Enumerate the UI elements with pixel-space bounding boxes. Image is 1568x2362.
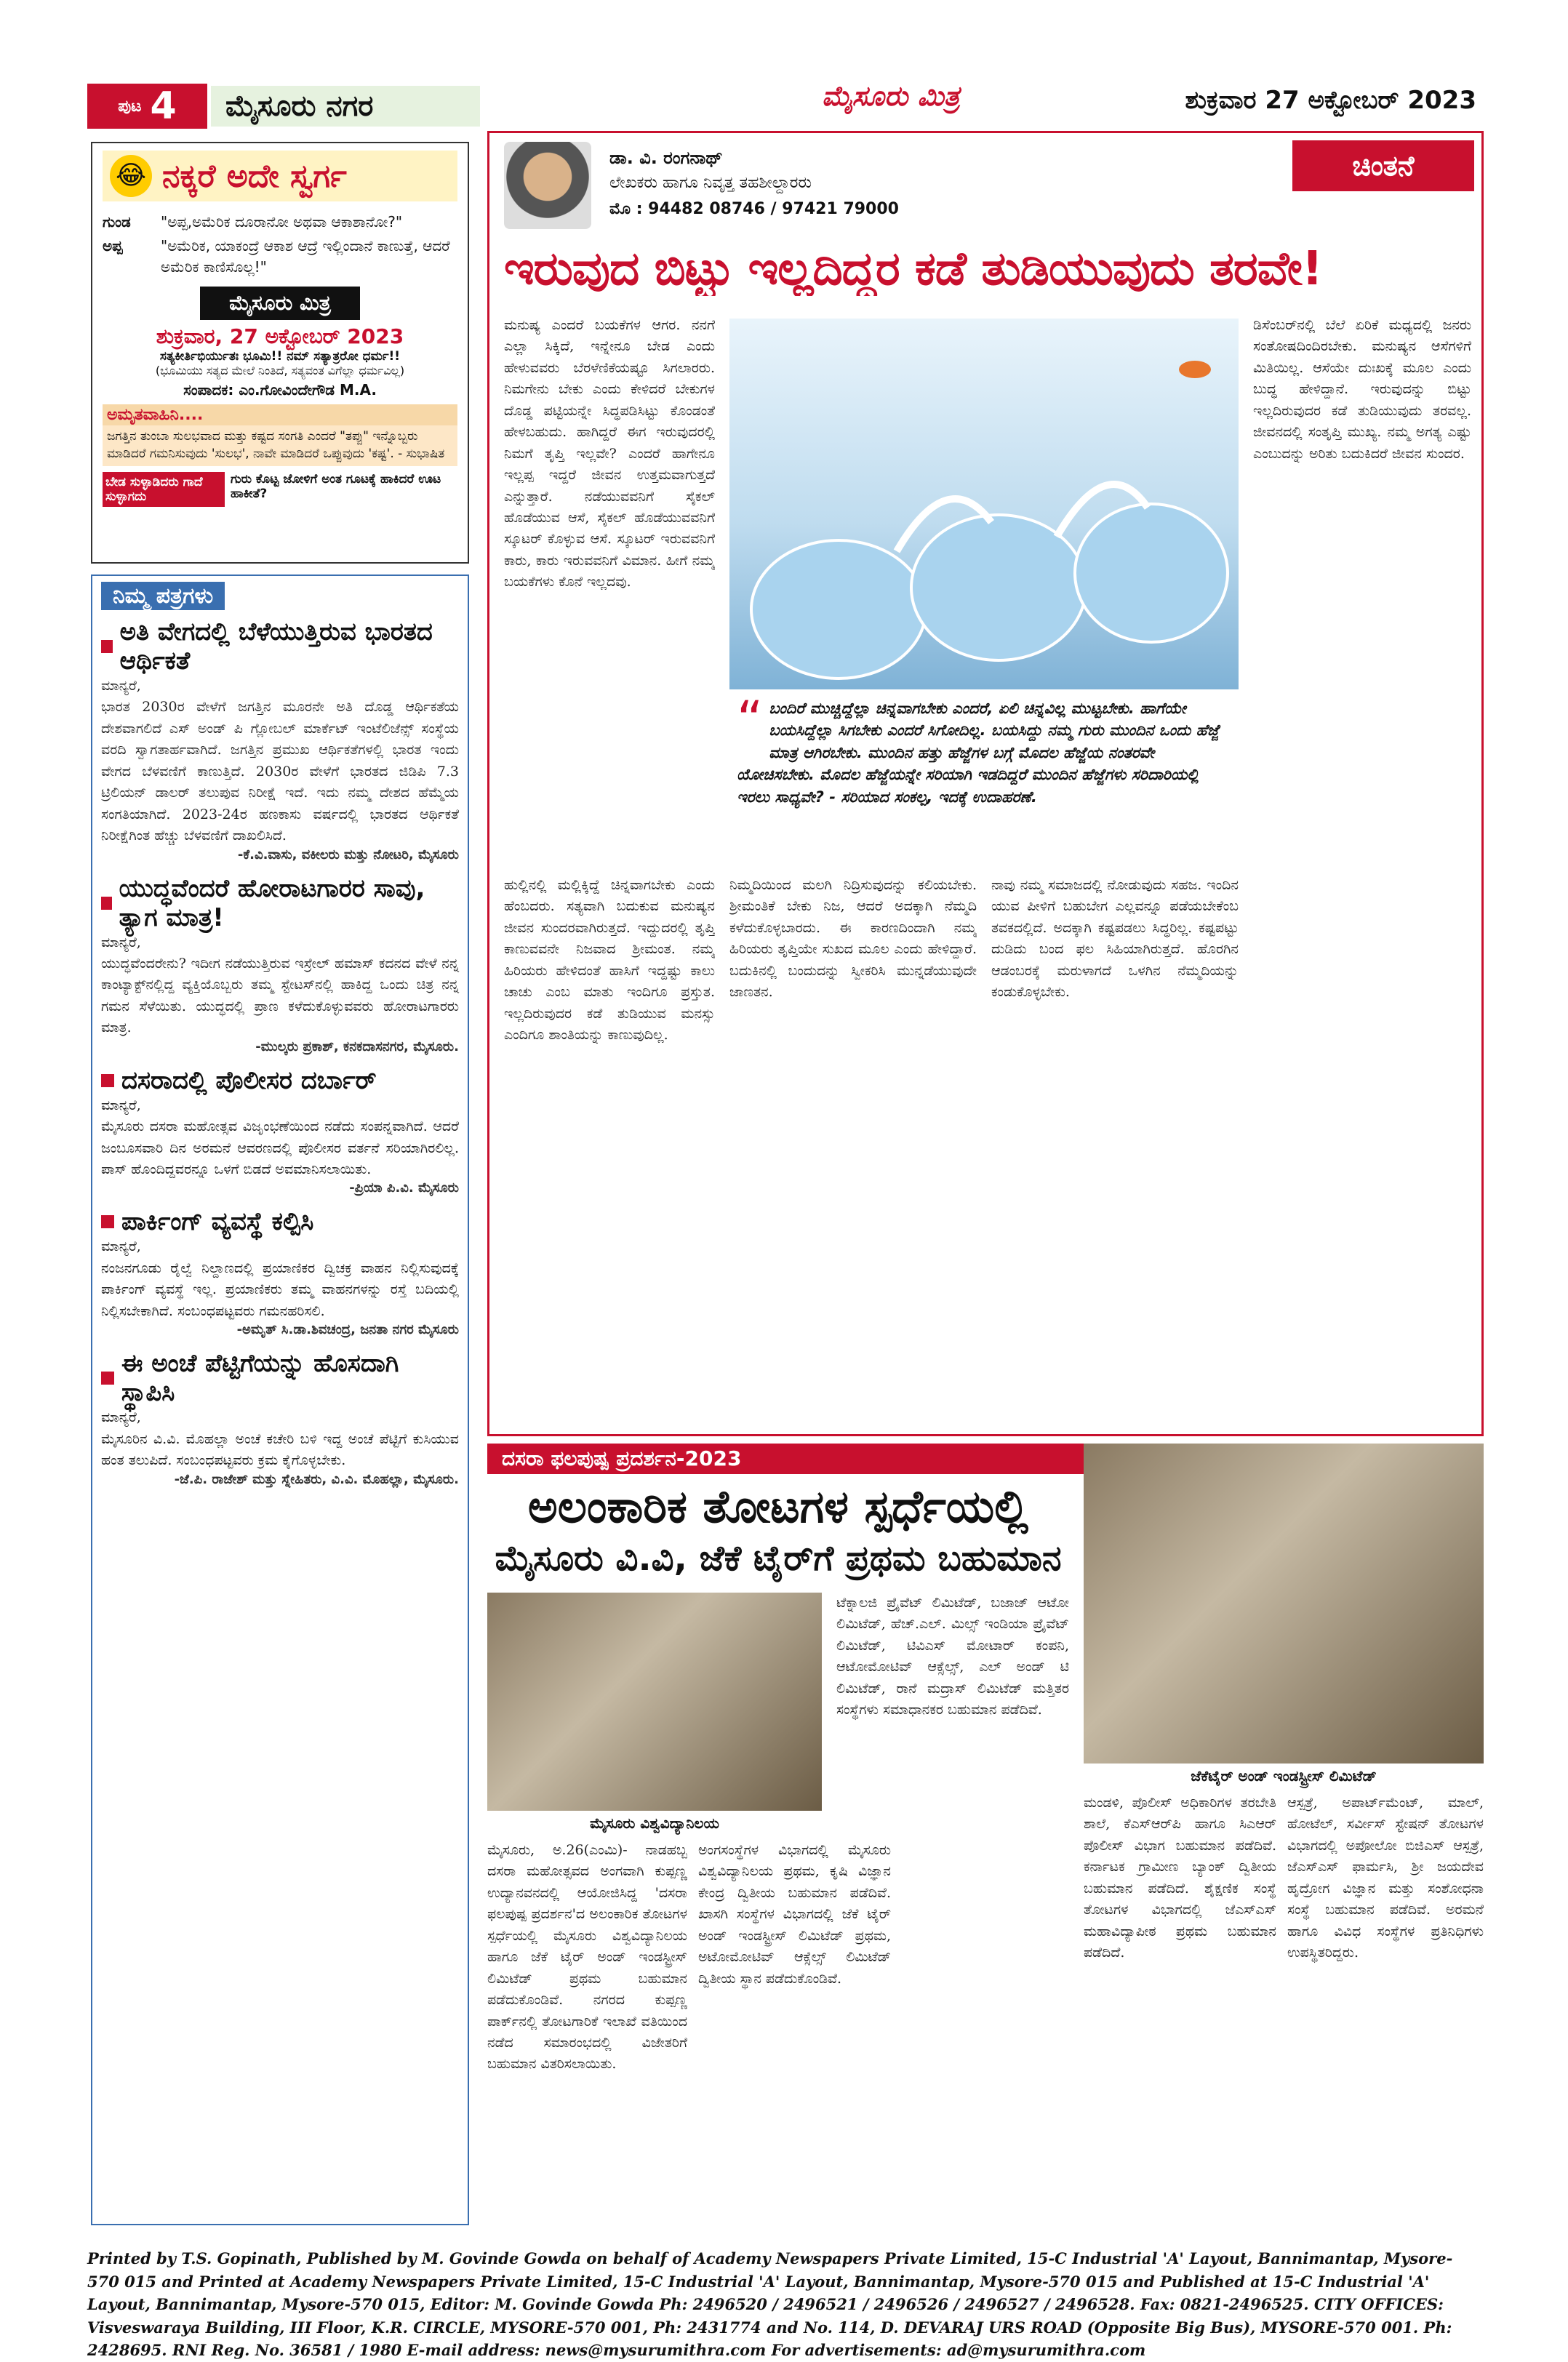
letter-headline [101, 1207, 459, 1236]
letter-body: ನಂಜನಗೂಡು ರೈಲ್ವೆ ನಿಲ್ದಾಣದಲ್ಲಿ ಪ್ರಯಾಣಿಕರ ದ್ವಿಚಕ್ರ ವಾಹನ ನಿಲ್ಲಿಸುವುದಕ್ಕೆ ಪಾರ್ಕಿಂಗ್ ವ್ಯವಸ್ಥೆ ಇಲ್ಲ. ಪ್ರಯಾಣಿಕರು ತಮ್ಮ ವಾಹನಗಳನ್ನು ರಸ್ತೆ ಬದಿಯಲ್ಲಿ ನಿಲ್ಲಿಸಬೇಕಾಗಿದೆ. ಸಂಬಂಧಪಟ್ಟವರು ಗಮನಹರಿಸಲಿ. [101, 1260, 459, 1319]
letter-item [101, 617, 459, 862]
amrutha-title: ಅಮೃತವಾಹಿನಿ.... [103, 404, 457, 425]
author-name: ಡಾ. ವಿ. ರಂಗನಾಥ್ [609, 148, 723, 168]
joke-logo: ಮೈಸೂರು ಮಿತ್ರ [200, 287, 360, 320]
proverb-label: ಬೇಡ ಸುಳ್ಳಾಡಿದರು ಗಾದೆ ಸುಳ್ಳಾಗದು [103, 472, 225, 507]
letter-signature: -ಅಮೃತ್ ಸಿ.ಡಾ.ಶಿವಚಂದ್ರ, ಜನತಾ ನಗರ ಮೈಸೂರು [236, 1322, 459, 1338]
fishbowl-image [729, 319, 1239, 689]
editor-line [103, 381, 457, 399]
photo-caption-1: ಮೈಸೂರು ವಿಶ್ವವಿದ್ಯಾನಿಲಯ [590, 1814, 719, 1832]
chintane-headline: ಇರುವುದ ಬಿಟ್ಟು ಇಲ್ಲದಿದ್ದರ ಕಡೆ ತುಡಿಯುವುದು ತರವೇ! [504, 242, 1323, 296]
letter-salutation: ಮಾನ್ಯರೆ, [101, 678, 141, 694]
quote-text: ಬಂದಿರೆ ಮುಚ್ಚಿದ್ದೆಲ್ಲಾ ಚಿನ್ನವಾಗಬೇಕು ಎಂದರೆ, ಏಲಿ ಚಿನ್ನವಿಲ್ಲ ಮುಟ್ಟಬೇಕು. ಹಾಗೆಯೇ ಬಯಸಿದ್ದೆಲ್ಲಾ ಸಿಗಬೇಕು ಎಂದರೆ ಸಿಗೋದಿಲ್ಲ. ಬಯಸಿದ್ದು ನಮ್ಮ ಗುರು ಮುಂದಿನ ಒಂದು ಹೆಜ್ಜೆ ಮಾತ್ರ ಆಗಿರಬೇಕು. ಮುಂದಿನ ಹತ್ತು ಹೆಜ್ಜೆಗಳ ಬಗ್ಗೆ ಮೊದಲ ಹೆಜ್ಜೆಯ ನಂತರವೇ ಯೋಚಿಸಬೇಕು. ಮೊದಲ ಹೆಜ್ಜೆಯನ್ನೇ ಸರಿಯಾಗಿ ಇಡದಿದ್ದರೆ ಮುಂದಿನ ಹೆಜ್ಜೆಗಳು ಸರಿದಾರಿಯಲ್ಲಿ ಇರಲು ಸಾಧ್ಯವೇ? - ಸರಿಯಾದ ಸಂಕಲ್ಪ, ಇದಕ್ಕೆ ಉದಾಹರಣೆ. [737, 700, 1220, 806]
joke-date: ಶುಕ್ರವಾರ, 27 ಅಕ್ಟೋಬರ್ 2023 [156, 324, 404, 348]
letter-signature: -ಪ್ರಿಯಾ ಪಿ.ವಿ. ಮೈಸೂರು [349, 1180, 459, 1196]
quote-box [729, 690, 1239, 860]
letter-item [101, 1207, 459, 1337]
bullet-square-icon [101, 897, 112, 910]
section-title: ಮೈಸೂರು ನಗರ [211, 86, 480, 127]
letters-title: ನಿಮ್ಮ ಪತ್ರಗಳು [101, 582, 225, 610]
letter-item [101, 1066, 459, 1196]
letter-headline [101, 617, 459, 676]
author-photo [504, 142, 591, 229]
letter-headline-text: ಅತಿ ವೇಗದಲ್ಲಿ ಬೆಳೆಯುತ್ತಿರುವ ಭಾರತದ ಆರ್ಥಿಕತೆ [119, 617, 433, 676]
author-role: ಲೇಖಕರು ಹಾಗೂ ನಿವೃತ್ತ ತಹಶೀಲ್ದಾರರು [609, 174, 812, 192]
letter-signature: -ಮುಲ್ಕರು ಪ್ರಕಾಶ್, ಕನಕದಾಸನಗರ, ಮೈಸೂರು. [255, 1038, 459, 1054]
page-number: 4 [150, 84, 177, 128]
joke-text-1: "ಅಪ್ಪ,ಅಮೆರಿಕ ದೂರಾನೋ ಅಥವಾ ಆಕಾಶಾನೋ?" [161, 213, 403, 231]
proverb-text: ಗುರು ಕೊಟ್ಟ ಜೋಳಿಗೆ ಅಂತ ಗೂಟಕ್ಕೆ ಹಾಕಿದರೆ ಊಟ ಹಾಕೀತೆ? [231, 471, 441, 501]
letter-headline [101, 874, 459, 932]
joke-line-1 [103, 212, 457, 233]
chintane-body-col2: ನಿಮ್ಮದಿಯಿಂದ ಮಲಗಿ ನಿದ್ರಿಸುವುದನ್ನು ಕಲಿಯಬೇಕು. ಶ್ರೀಮಂತಿಕೆ ಬೇಕು ನಿಜ, ಆದರೆ ಅದಕ್ಕಾಗಿ ನೆಮ್ಮದಿ ಕಳೆದುಕೊಳ್ಳಬಾರದು. ಈ ಕಾರಣದಿಂದಾಗಿ ನಮ್ಮ ಹಿರಿಯರು ತೃಪ್ತಿಯೇ ಸುಖದ ಮೂಲ ಎಂದು ಹೇಳಿದ್ದಾರೆ. ಬದುಕಿನಲ್ಲಿ ಬಂದುದನ್ನು ಸ್ವೀಕರಿಸಿ ಮುನ್ನಡೆಯುವುದೇ ಜಾಣತನ. [729, 877, 977, 1001]
letter-salutation: ಮಾನ್ಯರೆ, [101, 1238, 141, 1255]
bullet-square-icon [101, 1215, 114, 1228]
masthead-logo: ಮೈಸೂರು ಮಿತ್ರ [822, 80, 960, 112]
dasara-article [487, 1444, 1484, 2236]
bullet-square-icon [101, 1372, 114, 1385]
tagline-1: ಸತ್ಯಕೀರ್ತಿಭಿರ್ಯುತಃ ಭೂಮಿ!! ನಮ್ ಸತ್ಯಾತ್ರರೋ ಧರ್ಮ!! [159, 349, 401, 364]
dasara-headline-1: ಅಲಂಕಾರಿಕ ತೋಟಗಳ ಸ್ಪರ್ಧೆಯಲ್ಲಿ [527, 1480, 1029, 1533]
letter-salutation: ಮಾನ್ಯರೆ, [101, 1409, 141, 1426]
letter-headline [101, 1349, 459, 1407]
chintane-body-col1b: ಹುಲ್ಲಿನಲ್ಲಿ ಮಲ್ಲಿಕ್ಕಿದ್ದೆ ಚಿನ್ನವಾಗಬೇಕು ಎಂದು ಹೆಂಬದರು. ಸತ್ಯವಾಗಿ ಬದುಕುವ ಮನುಷ್ಯನ ಜೀವನ ಸುಂದರವಾಗಿರುತ್ತದೆ. ಇದ್ದುದರಲ್ಲಿ ತೃಪ್ತಿ ಕಾಣುವವನೇ ನಿಜವಾದ ಶ್ರೀಮಂತ. ನಮ್ಮ ಹಿರಿಯರು ಹೇಳಿದಂತೆ ಹಾಸಿಗೆ ಇದ್ದಷ್ಟು ಕಾಲು ಚಾಚು ಎಂಬ ಮಾತು ಇಂದಿಗೂ ಪ್ರಸ್ತುತ. ಇಲ್ಲದಿರುವುದರ ಕಡೆ ತುಡಿಯುವ ಮನಸ್ಸು ಎಂದಿಗೂ ಶಾಂತಿಯನ್ನು ಕಾಣುವುದಿಲ್ಲ. [504, 877, 715, 1044]
letter-body: ಭಾರತ 2030ರ ವೇಳೆಗೆ ಜಗತ್ತಿನ ಮೂರನೇ ಅತಿ ದೊಡ್ಡ ಆರ್ಥಿಕತೆಯ ದೇಶವಾಗಲಿದೆ ಎಸ್ ಅಂಡ್ ಪಿ ಗ್ಲೋಬಲ್ ಮಾರ್ಕೆಟ್ ಇಂಟೆಲಿಜೆನ್ಸ್ ಸಂಸ್ಥೆಯ ವರದಿ ಸ್ವಾಗತಾರ್ಹವಾಗಿದೆ. ಜಗತ್ತಿನ ಪ್ರಮುಖ ಆರ್ಥಿಕತೆಗಳಲ್ಲಿ ಭಾರತ ಇಂದು ವೇಗದ ಬೆಳವಣಿಗೆ ಕಾಣುತ್ತಿದೆ. 2030ರ ವೇಳೆಗೆ ಭಾರತದ ಜಿಡಿಪಿ 7.3 ಟ್ರಿಲಿಯನ್ ಡಾಲರ್ ತಲುಪುವ ನಿರೀಕ್ಷೆ ಇದೆ. ಇದು ನಮ್ಮ ದೇಶದ ಹೆಮ್ಮೆಯ ಸಂಗತಿಯಾಗಿದೆ. 2023-24ರ ಹಣಕಾಸು ವರ್ಷದಲ್ಲಿ ಭಾರತದ ಆರ್ಥಿಕತೆ ನಿರೀಕ್ಷೆಗಿಂತ ಹೆಚ್ಚು ಬೆಳವಣಿಗೆ ದಾಖಲಿಸಿದೆ. [101, 699, 459, 844]
joke-header [103, 151, 457, 201]
letter-item [101, 1349, 459, 1486]
tagline-2: (ಭೂಮಿಯು ಸತ್ಯದ ಮೇಲೆ ನಿಂತಿದೆ, ಸತ್ಯವಂತ ವಿಗೆಲ್ಲಾ ಧರ್ಮವಿಲ್ಲ) [155, 364, 405, 377]
imprint-footer: Printed by T.S. Gopinath, Published by M. Govinde Gowda on behalf of Academy Newspapers Private Limited, 15-C Industrial 'A' Layout, Bannimantap, Mysore-570 015 and Printed at Academy Newspapers Private Limited, 15-C Industrial 'A' Layout, Bannimantap, Mysore-570 015 and Published at 15-C Industrial 'A' Layout, Bannimantap, Mysore-570 015, Editor: M. Govinde Gowda Ph: 2496520 / 2496521 / 2496526 / 2496527 / 2496528. Fax: 0821-2496525. CITY OFFICES: Visveswaraya Building, III Floor, K.R. CIRCLE, MYSORE-570 001, Ph: 2431774 and No. 114, D. DEVARAJ URS ROAD (Opposite Big Bus), MYSORE-570 001. Ph: 2428695. RNI Reg. No. 36581 / 1980 E-mail address: news@mysurumithra.com For advertisements: ad@mysurumithra.com [87, 2249, 1453, 2359]
issue-date: ಶುಕ್ರವಾರ 27 ಅಕ್ಟೋಬರ್ 2023 [1185, 86, 1476, 115]
dasara-col1: ಮೈಸೂರು, ಅ.26(ಎಂಮಿ)- ನಾಡಹಬ್ಬ ದಸರಾ ಮಹೋತ್ಸವದ ಅಂಗವಾಗಿ ಕುಪ್ಪಣ್ಣ ಉದ್ಯಾನವನದಲ್ಲಿ ಆಯೋಜಿಸಿದ್ದ 'ದಸರಾ ಫಲಪುಷ್ಪ ಪ್ರದರ್ಶನ'ದ ಅಲಂಕಾರಿಕ ತೋಟಗಳ ಸ್ಪರ್ಧೆಯಲ್ಲಿ ಮೈಸೂರು ವಿಶ್ವವಿದ್ಯಾನಿಲಯ ಹಾಗೂ ಜೆಕೆ ಟೈರ್ ಅಂಡ್ ಇಂಡಸ್ಟ್ರೀಸ್ ಲಿಮಿಟೆಡ್ ಪ್ರಥಮ ಬಹುಮಾನ ಪಡೆದುಕೊಂಡಿವೆ. ನಗರದ ಕುಪ್ಪಣ್ಣ ಪಾರ್ಕ್‌ನಲ್ಲಿ ತೋಟಗಾರಿಕೆ ಇಲಾಖೆ ವತಿಯಿಂದ ನಡೆದ ಸಮಾರಂಭದಲ್ಲಿ ವಿಜೇತರಿಗೆ ಬಹುಮಾನ ವಿತರಿಸಲಾಯಿತು. [487, 1842, 687, 2073]
letter-headline-text: ಯುದ್ಧವೆಂದರೆ ಹೋರಾಟಗಾರರ ಸಾವು, ತ್ಯಾಗ ಮಾತ್ರ! [119, 873, 425, 932]
dasara-col5: ಆಸ್ಪತ್ರೆ, ಅಪಾರ್ಟ್‌ಮೆಂಟ್, ಮಾಲ್, ಹೋಟೆಲ್, ಸರ್ವೀಸ್ ಸ್ಟೇಷನ್ ತೋಟಗಳ ವಿಭಾಗದಲ್ಲಿ ಅಪೋಲೋ ಬಿಜಿಎಸ್ ಆಸ್ಪತ್ರೆ, ಜೆಎಸ್‌ಎಸ್ ಫಾರ್ಮಸಿ, ಶ್ರೀ ಜಯದೇವ ಹೃದ್ರೋಗ ವಿಜ್ಞಾನ ಮತ್ತು ಸಂಶೋಧನಾ ಸಂಸ್ಥೆ ಬಹುಮಾನ ಪಡೆದಿವೆ. ಅರಮನೆ ಹಾಗೂ ವಿವಿಧ ಸಂಸ್ಥೆಗಳ ಪ್ರತಿನಿಧಿಗಳು ಉಪಸ್ಥಿತರಿದ್ದರು. [1287, 1795, 1484, 1961]
author-phone: ಮೊ : 94482 08746 / 97421 79000 [609, 200, 899, 218]
letter-headline-text: ದಸರಾದಲ್ಲಿ ಪೊಲೀಸರ ದರ್ಬಾರ್ [121, 1065, 377, 1095]
dasara-col3: ಟೆಕ್ನಾಲಜಿ ಪ್ರೈವೆಟ್ ಲಿಮಿಟೆಡ್, ಬಜಾಜ್ ಆಟೋ ಲಿಮಿಟೆಡ್, ಹೆಚ್.ಎಲ್. ಮಿಲ್ಸ್ ಇಂಡಿಯಾ ಪ್ರೈವೆಟ್ ಲಿಮಿಟೆಡ್, ಟಿವಿಎಸ್ ಮೋಟಾರ್ ಕಂಪನಿ, ಆಟೋಮೋಟಿವ್ ಆಕ್ಸೆಲ್ಸ್, ಎಲ್ ಅಂಡ್ ಟಿ ಲಿಮಿಟೆಡ್, ರಾನೆ ಮದ್ರಾಸ್ ಲಿಮಿಟೆಡ್ ಮತ್ತಿತರ ಸಂಸ್ಥೆಗಳು ಸಮಾಧಾನಕರ ಬಹುಮಾನ ಪಡೆದಿವೆ. [836, 1595, 1069, 1718]
photo-caption-2: ಜೆಕೆಟೈರ್ ಅಂಡ್ ಇಂಡಸ್ಟ್ರೀಸ್ ಲಿಮಿಟೆಡ್ [1191, 1767, 1377, 1785]
letter-signature: -ಕೆ.ವಿ.ವಾಸು, ವಕೀಲರು ಮತ್ತು ನೋಟರಿ, ಮೈಸೂರು [237, 846, 459, 862]
dasara-col2: ಅಂಗಸಂಸ್ಥೆಗಳ ವಿಭಾಗದಲ್ಲಿ ಮೈಸೂರು ವಿಶ್ವವಿದ್ಯಾನಿಲಯ ಪ್ರಥಮ, ಕೃಷಿ ವಿಜ್ಞಾನ ಕೇಂದ್ರ ದ್ವಿತೀಯ ಬಹುಮಾನ ಪಡೆದಿವೆ. ಖಾಸಗಿ ಸಂಸ್ಥೆಗಳ ವಿಭಾಗದಲ್ಲಿ ಜೆಕೆ ಟೈರ್ ಅಂಡ್ ಇಂಡಸ್ಟ್ರೀಸ್ ಲಿಮಿಟೆಡ್ ಪ್ರಥಮ, ಅಟೋಮೋಟಿವ್ ಆಕ್ಸೆಲ್ಸ್ ಲಿಮಿಟೆಡ್ ದ್ವಿತೀಯ ಸ್ಥಾನ ಪಡೆದುಕೊಂಡಿವೆ. [698, 1842, 891, 1987]
letter-body: ಯುದ್ಧವೆಂದರೇನು? ಇದೀಗ ನಡೆಯುತ್ತಿರುವ ಇಸ್ರೇಲ್ ಹಮಾಸ್ ಕದನದ ವೇಳೆ ನನ್ನ ಕಾಂಟ್ಯಾಕ್ಟ್‌ನಲ್ಲಿದ್ದ ವ್ಯಕ್ತಿಯೊಬ್ಬರು ತಮ್ಮ ಸ್ಟೇಟಸ್‌ನಲ್ಲಿ ಹಾಕಿದ್ದ ಒಂದು ಚಿತ್ರ ನನ್ನ ಗಮನ ಸೆಳೆಯಿತು. ಯುದ್ಧದಲ್ಲಿ ಪ್ರಾಣ ಕಳೆದುಕೊಳ್ಳುವವರು ಹೋರಾಟಗಾರರು ಮಾತ್ರ. [101, 955, 459, 1036]
amrutha-text: ಜಗತ್ತಿನ ತುಂಬಾ ಸುಲಭವಾದ ಮತ್ತು ಕಷ್ಟದ ಸಂಗತಿ ಎಂದರೆ "ತಪ್ಪು" ಇನ್ನೊಬ್ಬರು ಮಾಡಿದರೆ ಗಮನಿಸುವುದು 'ಸುಲಭ', ನಾವೇ ಮಾಡಿದರೆ ಒಪ್ಪುವುದು 'ಕಷ್ಟ'. - ಸುಭಾಷಿತ [103, 425, 457, 466]
chintane-body-col4: ಡಿಸೆಂಬರ್‌ನಲ್ಲಿ ಬೆಲೆ ಏರಿಕೆ ಮಧ್ಯದಲ್ಲಿ ಜನರು ಸಂತೋಷದಿಂದಿರಬೇಕು. ಮನುಷ್ಯನ ಆಸೆಗಳಿಗೆ ಮಿತಿಯಿಲ್ಲ. ಆಸೆಯೇ ದುಃಖಕ್ಕೆ ಮೂಲ ಎಂದು ಬುದ್ಧ ಹೇಳಿದ್ದಾನೆ. ಇರುವುದನ್ನು ಬಿಟ್ಟು ಇಲ್ಲದಿರುವುದರ ಕಡೆ ತುಡಿಯುವುದು ತರವಲ್ಲ. ಜೀವನದಲ್ಲಿ ಸಂತೃಪ್ತಿ ಮುಖ್ಯ. ನಮ್ಮ ಅಗತ್ಯ ಎಷ್ಟು ಎಂಬುದನ್ನು ಅರಿತು ಬದುಕಿದರೆ ಜೀವನ ಸುಂದರ. [1253, 317, 1471, 462]
jk-tyre-award-photo [1084, 1444, 1484, 1764]
dasara-col4: ಮಂಡಳಿ, ಪೊಲೀಸ್ ಅಧಿಕಾರಿಗಳ ತರಬೇತಿ ಶಾಲೆ, ಕೆಎಸ್‌ಆರ್‌ಪಿ ಹಾಗೂ ಸಿಎಆರ್ ಪೊಲೀಸ್ ವಿಭಾಗ ಬಹುಮಾನ ಪಡೆದಿವೆ. ಕರ್ನಾಟಕ ಗ್ರಾಮೀಣ ಬ್ಯಾಂಕ್ ದ್ವಿತೀಯ ಬಹುಮಾನ ಪಡೆದಿದೆ. ಶೈಕ್ಷಣಿಕ ಸಂಸ್ಥೆ ತೋಟಗಳ ವಿಭಾಗದಲ್ಲಿ ಜೆಎಸ್‌ಎಸ್ ಮಹಾವಿದ್ಯಾಪೀಠ ಪ್ರಥಮ ಬಹುಮಾನ ಪಡೆದಿದೆ. [1084, 1795, 1276, 1961]
joke-line-2 [103, 236, 457, 278]
letter-headline-text: ಪಾರ್ಕಿಂಗ್ ವ್ಯವಸ್ಥೆ ಕಲ್ಪಿಸಿ [121, 1207, 314, 1237]
chintane-label: ಚಿಂತನೆ [1292, 140, 1474, 191]
letter-headline-text: ಈ ಅಂಚೆ ಪೆಟ್ಟಿಗೆಯನ್ನು ಹೊಸದಾಗಿ ಸ್ಥಾಪಿಸಿ [121, 1349, 399, 1408]
editor-name: ಎಂ.ಗೋವಿಂದೇಗೌಡ M.A. [239, 381, 377, 399]
chintane-article [487, 131, 1484, 1436]
joke-text-2: "ಅಮೆರಿಕ, ಯಾಕಂದ್ರೆ ಆಕಾಶ ಆದ್ರೆ ಇಲ್ಲಿಂದಾನೆ ಕಾಣುತ್ತೆ, ಆದರೆ ಅಮೆರಿಕ ಕಾಣಿಸೊಲ್ಲ!" [161, 237, 450, 276]
fishbowl-illustration [729, 319, 1239, 689]
letter-item [101, 874, 459, 1054]
joke-title: ನಕ್ಕರೆ ಅದೇ ಸ್ವರ್ಗ [162, 157, 347, 195]
laughing-face-icon: 😂 [110, 155, 152, 197]
letter-headline [101, 1066, 459, 1095]
proverb-row [103, 472, 457, 507]
editor-label: ಸಂಪಾದಕ: [183, 381, 234, 399]
letter-salutation: ಮಾನ್ಯರೆ, [101, 934, 141, 950]
letter-salutation: ಮಾನ್ಯರೆ, [101, 1097, 141, 1113]
page-number-badge [87, 84, 207, 129]
quote-mark-icon: “ [737, 690, 764, 750]
letter-body: ಮೈಸೂರು ದಸರಾ ಮಹೋತ್ಸವ ವಿಜೃಂಭಣೆಯಿಂದ ನಡೆದು ಸಂಪನ್ನವಾಗಿದೆ. ಆದರೆ ಜಂಬೂಸವಾರಿ ದಿನ ಅರಮನೆ ಆವರಣದಲ್ಲಿ ಪೊಲೀಸರ ವರ್ತನೆ ಸರಿಯಾಗಿರಲಿಲ್ಲ. ಪಾಸ್ ಹೊಂದಿದ್ದವರನ್ನೂ ಒಳಗೆ ಬಿಡದೆ ಅವಮಾನಿಸಲಾಯಿತು. [101, 1118, 459, 1177]
joke-speaker-2: ಅಪ್ಪ [103, 237, 123, 255]
chintane-body-col3: ನಾವು ನಮ್ಮ ಸಮಾಜದಲ್ಲಿ ನೋಡುವುದು ಸಹಜ. ಇಂದಿನ ಯುವ ಪೀಳಿಗೆ ಬಹುಬೇಗ ಎಲ್ಲವನ್ನೂ ಪಡೆಯಬೇಕೆಂಬ ತವಕದಲ್ಲಿದೆ. ಅದಕ್ಕಾಗಿ ಕಷ್ಟಪಡಲು ಸಿದ್ಧರಿಲ್ಲ. ಕಷ್ಟಪಟ್ಟು ದುಡಿದು ಬಂದ ಫಲ ಸಿಹಿಯಾಗಿರುತ್ತದೆ. ಹೊರಗಿನ ಆಡಂಬರಕ್ಕೆ ಮರುಳಾಗದೆ ಒಳಗಿನ ನೆಮ್ಮದಿಯನ್ನು ಕಂಡುಕೊಳ್ಳಬೇಕು. [991, 877, 1239, 1001]
dasara-banner: ದಸರಾ ಫಲಪುಷ್ಪ ಪ್ರದರ್ಶನ-2023 [487, 1444, 1084, 1474]
bullet-square-icon [101, 1074, 114, 1087]
page-label: ಪುಟ [118, 97, 142, 116]
letter-body: ಮೈಸೂರಿನ ವಿ.ವಿ. ಮೊಹಲ್ಲಾ ಅಂಚೆ ಕಚೇರಿ ಬಳಿ ಇದ್ದ ಅಂಚೆ ಪೆಟ್ಟಿಗೆ ಕುಸಿಯುವ ಹಂತ ತಲುಪಿದೆ. ಸಂಬಂಧಪಟ್ಟವರು ಕ್ರಮ ಕೈಗೊಳ್ಳಬೇಕು. [101, 1430, 459, 1469]
letters-column [91, 575, 469, 2225]
letter-signature: -ಜೆ.ಪಿ. ರಾಜೇಶ್ ಮತ್ತು ಸ್ನೇಹಿತರು, ವಿ.ವಿ. ಮೊಹಲ್ಲಾ, ಮೈಸೂರು. [174, 1471, 459, 1487]
bullet-square-icon [101, 640, 113, 653]
joke-speaker-1: ಗುಂಡ [103, 213, 131, 231]
joke-box [91, 142, 469, 564]
dasara-headline-2: ಮೈಸೂರು ವಿ.ವಿ, ಜೆಕೆ ಟೈರ್‌ಗೆ ಪ್ರಥಮ ಬಹುಮಾನ [495, 1538, 1062, 1579]
university-award-photo [487, 1593, 822, 1811]
chintane-body-col1: ಮನುಷ್ಯ ಎಂದರೆ ಬಯಕೆಗಳ ಆಗರ. ನನಗೆ ಎಲ್ಲಾ ಸಿಕ್ಕಿದೆ, ಇನ್ನೇನೂ ಬೇಡ ಎಂದು ಹೇಳುವವರು ಬೆರಳೆಣಿಕೆಯಷ್ಟೂ ಸಿಗಲಾರರು. ನಿಮಗೇನು ಬೇಕು ಎಂದು ಕೇಳಿದರೆ ಬೇಕುಗಳ ದೊಡ್ಡ ಪಟ್ಟಿಯನ್ನೇ ಸಿದ್ಧಪಡಿಸಿಟ್ಟು ಕೊಂಡಂತೆ ಹೇಳಬಹುದು. ಹಾಗಿದ್ದರೆ ಈಗ ಇರುವುದರಲ್ಲಿ ನಿಮಗೆ ತೃಪ್ತಿ ಇಲ್ಲವೇ? ಎಂದರೆ ಹಾಗೇನೂ ಇಲ್ಲಪ್ಪ ಇದ್ದರೆ ಜೀವನ ಉತ್ತಮವಾಗುತ್ತದೆ ಎನ್ನುತ್ತಾರೆ. ನಡೆಯುವವನಿಗೆ ಸೈಕಲ್ ಹೊಡೆಯುವ ಆಸೆ, ಸೈಕಲ್ ಹೊಡೆಯುವವನಿಗೆ ಸ್ಕೂಟರ್ ಕೊಳ್ಳುವ ಆಸೆ. ಸ್ಕೂಟರ್ ಇರುವವನಿಗೆ ಕಾರು, ಕಾರು ಇರುವವನಿಗೆ ವಿಮಾನ. ಹೀಗೆ ನಮ್ಮ ಬಯಕೆಗಳು ಕೊನೆ ಇಲ್ಲದವು. [504, 317, 715, 590]
